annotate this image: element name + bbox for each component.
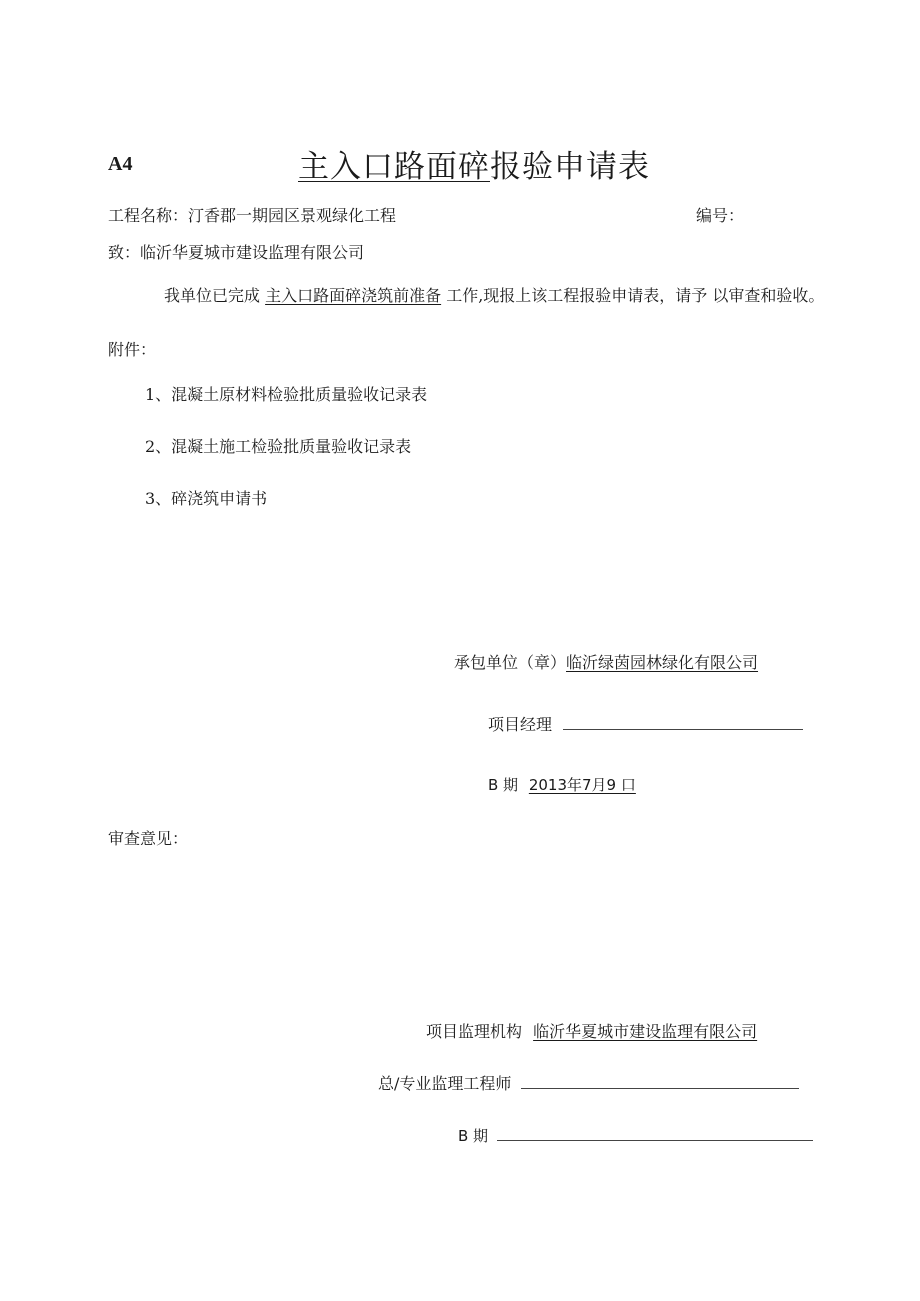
attachments-label: 附件： bbox=[108, 340, 157, 359]
statement-suffix: 工作,现报上该工程报验申请表，请予 以审查和验收。 bbox=[441, 286, 825, 305]
supervision-org-label: 项目监理机构 bbox=[426, 1022, 523, 1041]
contractor-unit-value: 临沂绿茵园林绿化有限公司 bbox=[566, 653, 759, 672]
title-rest: 报验申请表 bbox=[490, 149, 650, 185]
form-code: A4 bbox=[108, 153, 133, 175]
project-name-value: 汀香郡一期园区景观绿化工程 bbox=[188, 206, 397, 225]
page-title bbox=[298, 141, 650, 186]
review-opinion-label: 审查意见： bbox=[108, 829, 189, 848]
title-underlined-part: 主入口路面碎 bbox=[298, 149, 490, 185]
contractor-unit-label: 承包单位（章） bbox=[454, 653, 567, 672]
supervision-org-row bbox=[426, 1019, 757, 1042]
recipient-value: 临沂华夏城市建设监理有限公司 bbox=[140, 243, 365, 262]
contractor-date-label: B 期 bbox=[488, 776, 519, 794]
supervising-engineer-signature-line bbox=[521, 1072, 799, 1089]
supervision-org-value: 临沂华夏城市建设监理有限公司 bbox=[533, 1022, 758, 1041]
statement-prefix: 我单位已完成 bbox=[164, 286, 266, 305]
project-number-label: 编号： bbox=[696, 206, 745, 225]
recipient-label: 致： bbox=[108, 243, 141, 262]
supervising-engineer-row bbox=[378, 1071, 799, 1094]
statement-work: 主入口路面碎浇筑前准备 bbox=[265, 286, 442, 305]
contractor-date-row bbox=[488, 774, 636, 795]
project-name-row bbox=[108, 203, 396, 226]
statement-paragraph bbox=[108, 283, 830, 308]
supervision-date-row bbox=[458, 1124, 813, 1146]
supervising-engineer-label: 总/专业监理工程师 bbox=[378, 1074, 512, 1093]
supervision-date-label: B 期 bbox=[458, 1127, 489, 1145]
attachment-item-2: 2、混凝土施工检验批质量验收记录表 bbox=[145, 437, 412, 456]
recipient-row bbox=[108, 240, 364, 263]
contractor-date-value: 2013年7月9 口 bbox=[528, 776, 636, 794]
project-manager-label: 项目经理 bbox=[488, 715, 553, 734]
project-manager-row bbox=[488, 712, 803, 735]
contractor-unit-row bbox=[454, 650, 758, 673]
attachment-item-1: 1、混凝土原材料检验批质量验收记录表 bbox=[145, 385, 428, 404]
project-manager-signature-line bbox=[563, 713, 803, 730]
supervision-date-line bbox=[497, 1124, 813, 1141]
project-name-label: 工程名称： bbox=[108, 206, 189, 225]
attachment-item-3: 3、碎浇筑申请书 bbox=[145, 489, 268, 508]
